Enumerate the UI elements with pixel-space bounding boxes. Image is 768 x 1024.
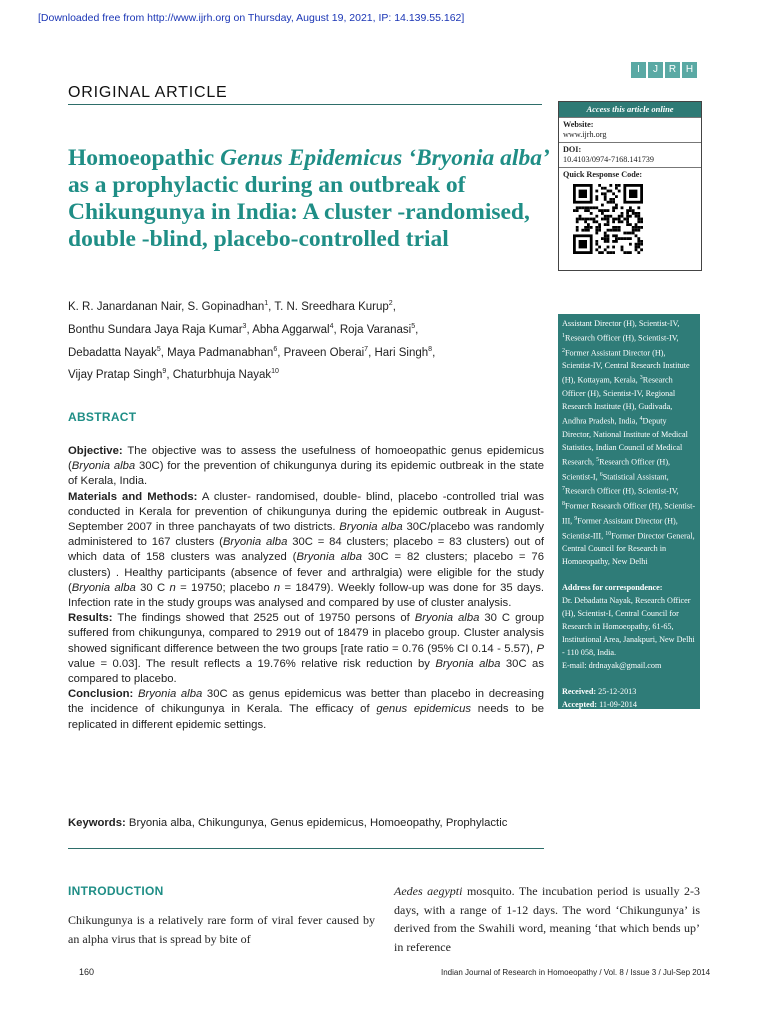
affiliation-sup: 3 [639,375,643,382]
author-sup: 3 [242,322,247,330]
abstract-text: The findings showed that 2525 out of 19750 persons of [112,612,415,625]
abstract-italic: n [273,581,281,594]
affiliation-sup: 5 [596,456,600,463]
author-sup: 7 [364,345,369,353]
affiliation: Research Officer (H), Scientist-IV, [565,333,679,343]
affiliation: Research Officer (H), Scientist-IV, Regional Research Institute (H), Gudivada, Andhra Pradesh, India, [562,376,676,426]
affiliation: Research Officer (H), Scientist-I, [562,457,671,482]
section-label: ORIGINAL ARTICLE [68,84,228,101]
website-row [559,117,701,142]
article-title [68,145,550,253]
qr-code-graphic [573,184,643,254]
abstract-italic: Bryonia alba [222,536,288,549]
journal-footer: Indian Journal of Research in Homoeopathy / Vol. 8 / Issue 3 / Jul-Sep 2014 [441,968,711,977]
received-date: 25-12-2013 [596,687,637,697]
affiliation-sup: 4 [639,416,643,423]
download-banner: [Downloaded free from http://www.ijrh.org on Thursday, August 19, 2021, IP: 14.139.55.162] [38,12,465,24]
access-article-box [558,101,702,271]
access-box-header: Access this article online [559,102,701,117]
abstract-text: A cluster- randomised, double- blind, placebo -controlled trial was conducted in Kerala for prevention of chikungunya during the epidemic outbreak in August-September 2007 in three panchayats of two districts. [68,490,544,534]
affiliation: Former Director General, Central Council for Research in Homoeopathy, New Delhi [562,531,695,567]
affiliation-sup: 8 [562,501,565,508]
author-text: , Praveen Oberai [277,346,365,359]
methods-label: Materials and Methods: [68,490,198,503]
affiliation: Assistant Director (H), Scientist-IV, [562,319,680,328]
abstract-text: value = 0.03]. The result reflects a 19.76% relative risk reduction by [68,657,436,670]
abstract-methods [68,490,544,612]
affiliation: Former Assistant Director (H), Scientist-IV, Central Research Institute (H), Kottayam, Kerala, [562,348,690,386]
author-text: , Roja Varanasi [333,323,412,336]
abstract-text: = 19750; placebo [175,581,274,594]
intro-column-right [394,882,700,956]
author-sup: 2 [388,300,393,307]
received-label: Received: [562,687,597,697]
abstract-text: 30 C [135,581,170,594]
abstract-text: 30C/placebo was randomly administered to 167 clusters ( [68,521,545,549]
abstract-italic: n [169,581,176,594]
author-sup: 8 [428,345,433,353]
abstract-results [68,611,544,687]
abstract-text: 30 C group suffered from chikungunya, compared to 2919 out of 18479 in placebo group. Cluster analysis showed significant difference between the two groups [rate ratio = 0.76 (95% CI 0.14 - 5.57), [68,612,544,655]
affiliation-sup: 10 [605,530,612,537]
author-text: , Chaturbhuja Nayak [166,369,272,382]
author-sup: 6 [273,345,278,353]
author-text: , Maya Padmanabhan [160,346,274,359]
affiliation: Statistical Assistant, [602,472,669,482]
logo-letter: J [648,62,663,78]
author-text: K. R. Janardanan Nair, S. Gopinadhan [68,300,265,313]
abstract-italic: Bryonia alba [71,460,136,473]
title-italic-part: Genus Epidemicus ‘Bryonia alba’ [220,145,550,171]
doi-label: DOI: [563,145,582,154]
author-sup: 5 [156,345,161,353]
intro-text: mosquito. The incubation period is usually 2-3 days, with a range of 1-12 days. The word ‘Chikungunya’ is derived from the Swahili word, meaning ‘that which bends up’ in reference [394,884,700,954]
author-text: Bonthu Sundara Jaya Raja Kumar [68,323,243,336]
keywords [68,816,542,831]
author-text: , T. N. Sreedhara Kurup [268,300,389,313]
divider [68,848,544,849]
abstract-italic: genus epidemicus [376,703,472,716]
affiliation-sup: 9 [574,515,578,522]
abstract-italic: P [536,642,544,655]
abstract-text: 30C as genus epidemicus was better than placebo in decreasing the incidence of chikungunya in Kerala. The efficacy of [68,688,544,716]
conclusion-label: Conclusion: [68,688,134,701]
author-text: , [432,346,436,359]
abstract-italic: Bryonia alba [435,657,501,670]
author-sup: 4 [329,322,334,330]
author-sup: 1 [264,300,269,307]
affiliation-sup: 6 [599,471,603,478]
abstract-text: 30C = 82 clusters; placebo = 76 clusters) . Healthy participants (absence of fever and arthralgia) were eligible for the study ( [68,551,544,594]
website-label: Website: [563,120,594,129]
divider [68,104,542,105]
abstract-text: = 18479). Weekly follow-up was done for 35 days. Infection rate in the study groups was analysed and compared by use of cluster analysis. [68,581,545,610]
website-link[interactable]: www.ijrh.org [563,130,607,139]
affiliation-sup: 7 [562,486,565,493]
author-text: Debadatta Nayak [68,346,157,359]
author-sup: 9 [162,368,167,376]
qr-code-icon[interactable] [573,184,697,257]
keywords-value: Bryonia alba, Chikungunya, Genus epidemicus, Homoeopathy, Prophylactic [125,817,508,829]
intro-italic: Aedes aegypti [394,884,463,898]
abstract-italic: Bryonia alba [296,551,362,564]
author-text: , [415,323,419,336]
author-text: Vijay Pratap Singh [68,369,163,382]
author-text: , Abha Aggarwal [246,323,330,336]
logo-letter: R [665,62,680,78]
results-label: Results: [68,612,113,625]
title-part: Homoeopathic [68,145,221,171]
abstract-text: 30C) for the prevention of chikungunya during its epidemic outbreak in the state of Kerala, India. [68,460,544,488]
abstract-body [68,444,544,733]
logo-letter: I [631,62,646,78]
affiliation: Research Officer (H), Scientist-IV, [565,487,679,497]
objective-label: Objective: [68,445,123,457]
author-sup: 5 [411,322,416,330]
abstract-text: 30C = 84 clusters; placebo = 83 clusters) out of which data of 158 clusters was analyzed ( [68,536,544,564]
abstract-objective [68,444,544,490]
title-part: as a prophylactic during an outbreak of Chikungunya in India: A cluster -randomised, double -blind, placebo-controlled trial [68,172,530,252]
qr-row [559,167,701,272]
affiliations-sidebar [558,314,700,709]
affiliation: Former Research Officer (H), Scientist-III, [562,501,696,526]
journal-logo [629,62,697,78]
doi-link[interactable]: 10.4103/0974-7168.141739 [563,155,654,164]
address-text: Dr. Debadatta Nayak, Research Officer (H), Scientist-I, Central Council for Research in Homoeopathy, 61-65, Institutional Area, Janakpuri, New Delhi - 110 058, India. [562,596,695,658]
abstract-italic: Bryonia alba [339,521,403,534]
author-list [68,294,538,385]
accepted-label: Accepted: [562,700,598,710]
abstract-heading: ABSTRACT [68,410,137,424]
abstract-text: 30C as compared to placebo. [68,657,544,686]
abstract-italic: Bryonia alba [71,581,136,594]
author-text: , [392,300,396,313]
author-sup: 10 [271,368,279,376]
affiliation: Former Assistant Director (H), Scientist-III, [562,516,678,541]
address-label: Address for correspondence: [562,583,663,593]
abstract-conclusion [68,687,544,733]
doi-row [559,142,701,167]
intro-column-left: Chikungunya is a relatively rare form of viral fever caused by an alpha virus that is spread by bite of [68,913,375,946]
affiliation-sup: 2 [562,347,565,354]
page-number: 160 [79,967,95,977]
author-text: , Hari Singh [368,346,429,359]
abstract-italic: Bryonia alba [414,612,480,625]
introduction-heading: INTRODUCTION [68,884,164,898]
correspondence-email[interactable]: E-mail: drdnayak@gmail.com [562,661,662,671]
logo-letter: H [682,62,697,78]
abstract-text: The objective was to assess the usefulness of homoeopathic genus epidemicus ( [68,445,544,473]
qr-label: Quick Response Code: [563,170,643,179]
affiliation-sup: 1 [562,333,565,339]
accepted-date: 11-09-2014 [597,700,637,710]
abstract-text: needs to be replicated in different epidemic settings. [68,703,545,731]
affiliation: Deputy Director, National Institute of Medical Statistics, Indian Council of Medical Research, [562,416,688,467]
keywords-label: Keywords: [68,817,126,829]
abstract-italic: Bryonia alba [137,688,203,701]
